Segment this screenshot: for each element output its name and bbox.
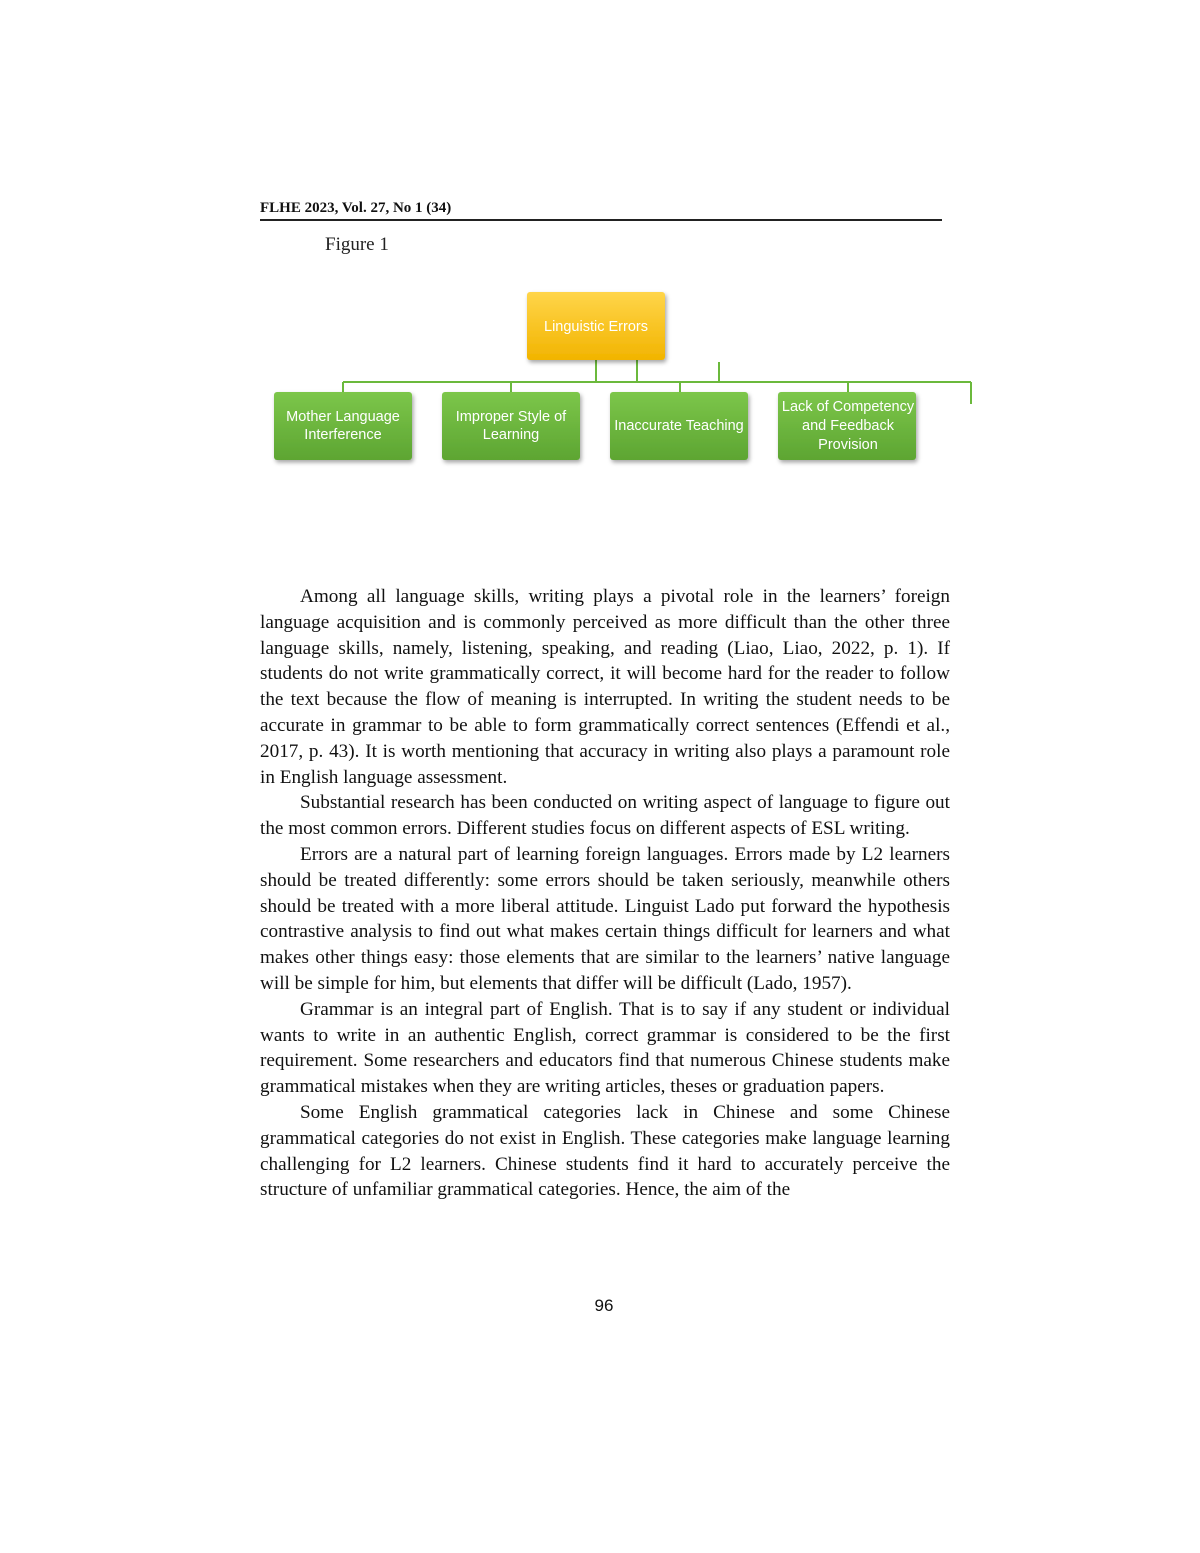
body-text <box>260 584 950 1203</box>
child-node-lack-of-competency <box>778 392 916 460</box>
paragraph: Errors are a natural part of learning foreign languages. Errors made by L2 learners should be treated differently: some errors should be taken seriously, meanwhile others should be treated with a more liberal attitude. Linguist Lado put forward the hypothesis contrastive analysis to find out what makes certain things difficult for learners and what makes other things easy: those elements that are similar to the learners’ native language will be simple for him, but elements that differ will be difficult (Lado, 1957). <box>260 843 950 994</box>
child-node-label: Mother Language <box>286 409 400 425</box>
figure-label: Figure 1 <box>325 234 389 255</box>
paragraph: Grammar is an integral part of English. That is to say if any student or individual wants to write in an authentic English, correct grammar is considered to be the first requirement. Some researchers and educators find that numerous Chinese students make grammatical mistakes when they are writing articles, theses or graduation papers. <box>260 998 950 1098</box>
paragraph: Substantial research has been conducted on writing aspect of language to figure out the most common errors. Different studies focus on different aspects of ESL writing. <box>260 792 950 840</box>
paragraph: Some English grammatical categories lack in Chinese and some Chinese grammatical categories do not exist in English. These categories make language learning challenging for L2 learners. Chinese students find it hard to accurately perceive the structure of unfamiliar grammatical categories. Hence, the aim of the <box>260 1101 950 1201</box>
child-node-improper-style <box>442 392 580 460</box>
child-node-inaccurate-teaching <box>610 392 748 460</box>
running-header: FLHE 2023, Vol. 27, No 1 (34) <box>260 198 942 221</box>
child-node-label: and Feedback <box>802 418 894 434</box>
root-node-label: Linguistic Errors <box>544 319 648 335</box>
child-node-label: Provision <box>818 437 878 453</box>
child-node-mother-language <box>274 392 412 460</box>
child-node-label: Learning <box>482 427 540 443</box>
child-node-label: Improper Style of <box>455 409 567 425</box>
root-node-linguistic-errors <box>527 292 665 360</box>
child-node-label: Interference <box>304 427 382 443</box>
page-number: 96 <box>594 1296 614 1315</box>
paragraph: Among all language skills, writing plays a pivotal role in the learners’ foreign language acquisition and is commonly perceived as more difficult than the other three language skills, namely, listening, speaking, and reading (Liao, Liao, 2022, p. 1). If students do not write grammatically correct, it will become hard for the reader to follow the text because the flow of meaning is interrupted. In writing the student needs to be accurate in grammar to be able to form grammatically correct sentences (Effendi et al., 2017, p. 43). It is worth mentioning that accuracy in writing also plays a paramount role in English language assessment. <box>260 586 950 788</box>
child-node-label: Lack of Competency <box>781 399 915 415</box>
hierarchy-diagram <box>0 0 1200 560</box>
child-node-label: Inaccurate Teaching <box>614 418 744 434</box>
